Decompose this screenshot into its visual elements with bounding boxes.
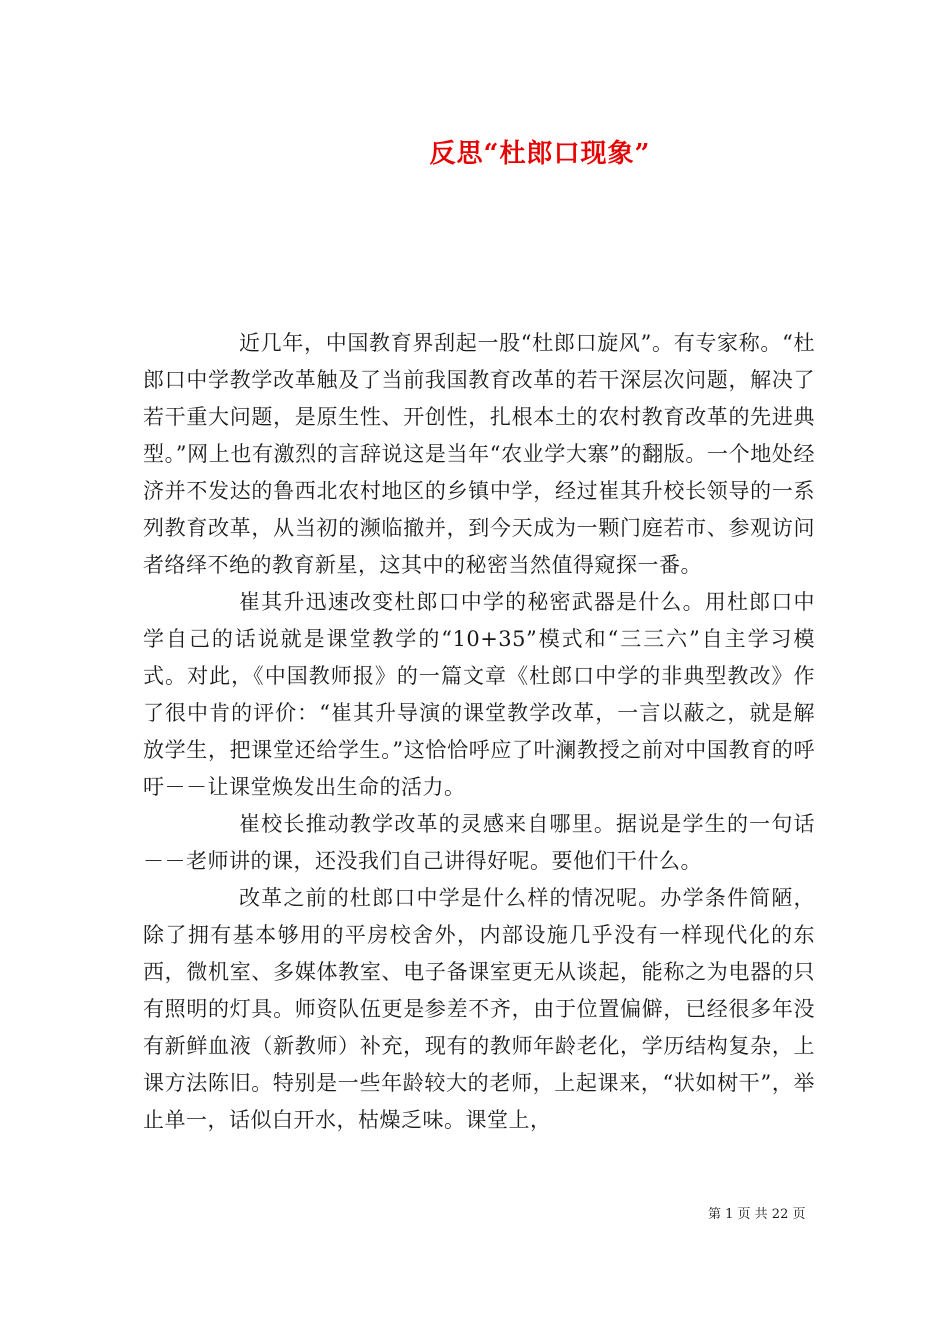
paragraph-1: 近几年，中国教育界刮起一股“杜郎口旋风”。有专家称。“杜郎口中学教学改革触及了当前我国教育改革的若干深层次问题，解决了若干重大问题，是原生性、开创性，扎根本土的农村教育改革的先进典型。”网上也有激烈的言辞说这是当年“农业学大寨”的翻版。一个地处经济并不发达的鲁西北农村地区的乡镇中学，经过崔其升校长领导的一系列教育改革，从当初的濒临撤并，到今天成为一颗门庭若市、参观访问者络绎不绝的教育新星，这其中的秘密当然值得窥探一番。 — [143, 331, 815, 577]
page-number-footer: 第 1 页 共 22 页 — [708, 1207, 806, 1222]
document-title: 反思“杜郎口现象” — [429, 139, 651, 169]
paragraph-4: 改革之前的杜郎口中学是什么样的情况呢。办学条件简陋，除了拥有基本够用的平房校舍外，内部设施几乎没有一样现代化的东西，微机室、多媒体教室、电子备课室更无从谈起，能称之为电器的只有照明的灯具。师资队伍更是参差不齐，由于位置偏僻，已经很多年没有新鲜血液（新教师）补充，现有的教师年龄老化，学历结构复杂，上课方法陈旧。特别是一些年龄较大的老师，上起课来，“状如树干”，举止单一，话似白开水，枯燥乏味。课堂上， — [143, 886, 815, 1132]
paragraph-2: 崔其升迅速改变杜郎口中学的秘密武器是什么。用杜郎口中学自己的话说就是课堂教学的“10+35”模式和“三三六”自主学习模式。对此，《中国教师报》的一篇文章《杜郎口中学的非典型教改》作了很中肯的评价：“崔其升导演的课堂教学改革，一言以蔽之，就是解放学生，把课堂还给学生。”这恰恰呼应了叶澜教授之前对中国教育的呼吁－－让课堂焕发出生命的活力。 — [143, 590, 815, 799]
document-body — [143, 325, 815, 1139]
paragraph-3: 崔校长推动教学改革的灵感来自哪里。据说是学生的一句话－－老师讲的课，还没我们自己讲得好呢。要他们干什么。 — [143, 812, 815, 873]
